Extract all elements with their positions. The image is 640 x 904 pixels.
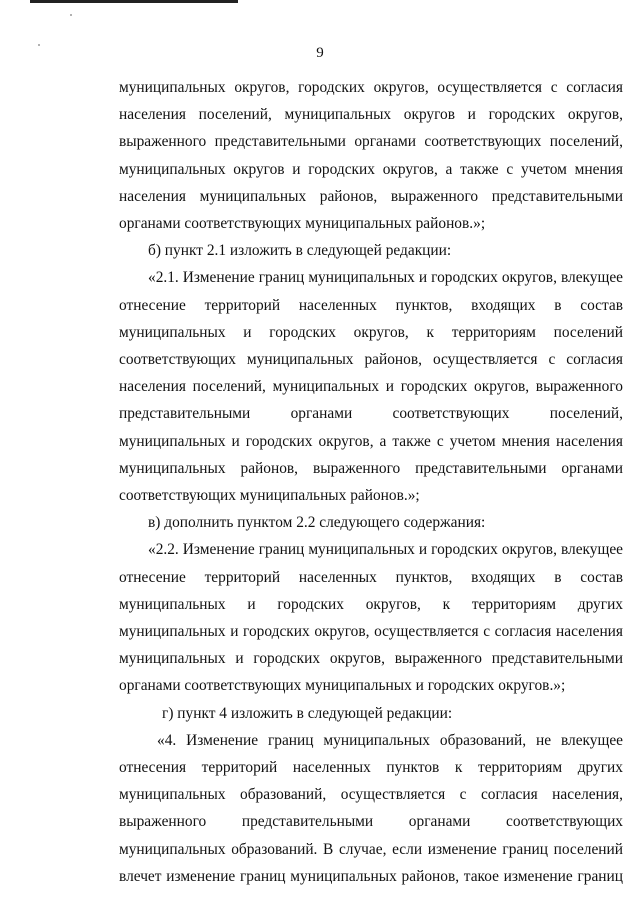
paragraph-clause-4: «4. Изменение границ муниципальных образований, не влекущее отнесения территорий населенных пунктов к территориям других муниципальных образований, осуществляется с согласия населения, выраженного представительными органами соответствующих муниципальных образований. В случае, если изменение границ поселений влечет изменение границ муниципальных районов, такое изменение границ (119, 731, 623, 885)
paragraph-continuation: муниципальных округов, городских округов, осуществляется с согласия населения поселений, муниципальных округов и городских округов, выраженного представительными органами соответствующих поселений, муниципальных округов и городских округов, а также с учетом мнения населения муниципальных районов, выраженного представительными органами соответствующих муниципальных районов.»; (119, 79, 623, 233)
paragraph-item-g: г) пункт 4 изложить в следующей редакции: (162, 704, 453, 722)
paragraph-clause-2-2: «2.2. Изменение границ муниципальных и городских округов, влекущее отнесение территорий населенных пунктов, входящих в состав муниципальных и городских округов, к территориям других муниципальных и городских округов, осуществляется с согласия населения муниципальных и городских округов, выраженного представительными органами соответствующих муниципальных и городских округов.»; (119, 541, 623, 695)
document-body (119, 74, 623, 890)
paragraph-item-v: в) дополнить пунктом 2.2 следующего содержания: (148, 514, 486, 532)
scan-top-rule (30, 0, 238, 3)
scan-speck (70, 14, 72, 16)
paragraph-item-b: б) пункт 2.1 изложить в следующей редакции: (148, 242, 452, 260)
page-number: 9 (316, 45, 324, 61)
paragraph-clause-2-1: «2.1. Изменение границ муниципальных и городских округов, влекущее отнесение территорий населенных пунктов, входящих в состав муниципальных и городских округов, к территориям поселений соответствующих муниципальных районов, осуществляется с согласия населения поселений, муниципальных и городских округов, выраженного представительными органами соответствующих поселений, муниципальных и городских округов, а также с учетом мнения населения муниципальных районов, выраженного представительными органами соответствующих муниципальных районов.»; (119, 269, 623, 505)
